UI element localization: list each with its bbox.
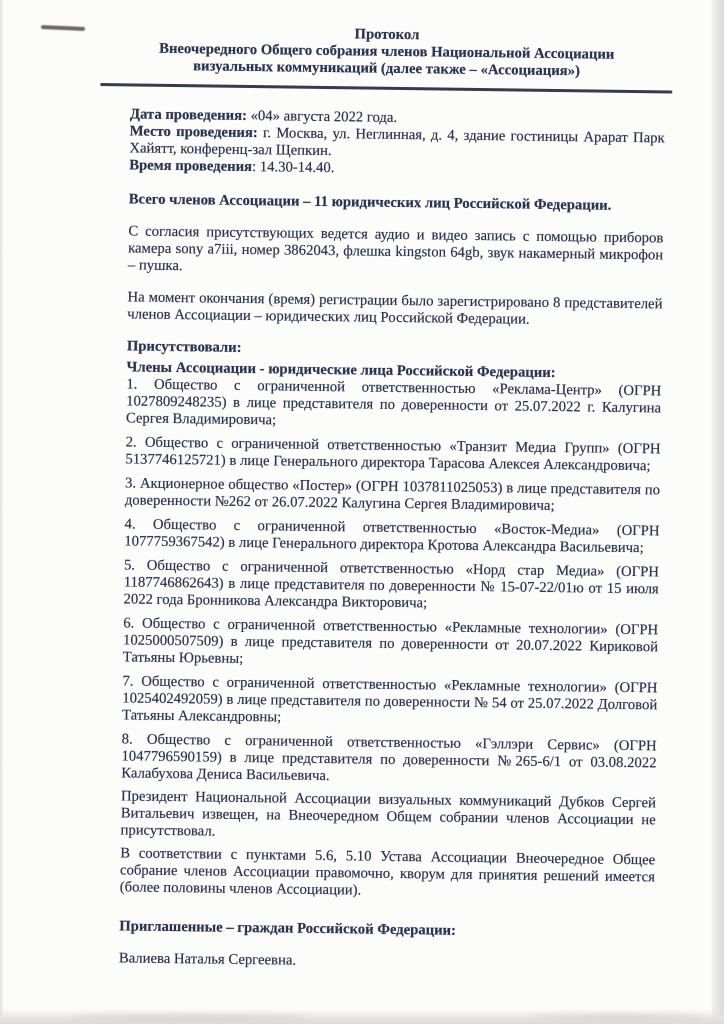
registration-note: На момент окончания (время) регистрации было зарегистрировано 8 представителей членов Ассоциации – юридических лиц Российской Федерации. <box>127 289 663 328</box>
document-subtitle-line-1: Внеочередного Общего собрания членов Национальной Ассоциации <box>159 40 615 63</box>
meta-place-value: г. Москва, ул. Неглинная, д. 4, здание гостиницы Арарат Парк Хайятт, конференц-зал Щепкин. <box>129 125 665 160</box>
scan-edge-right <box>713 0 724 1024</box>
scan-mark-artifact <box>41 25 85 31</box>
scan-smudge-left <box>70 1014 310 1021</box>
invited-person: Валиева Наталья Сергеевна. <box>118 950 297 969</box>
member-item-6: 6. Общество с ограниченной ответственностью «Рекламные технологии» (ОГРН 1025000507509) в лице представителя по доверенности от 20.07.2022 Кириковой Татьяны Юрьевны; <box>122 615 659 667</box>
meta-date-label: Дата проведения: <box>129 106 248 124</box>
recording-note: С согласия присутствующих ведется аудио и видео запись с помощью приборов камера sony a7iii, номер 3862043, флешка kingston 64gb, звук накамерный микрофон – пушка. <box>127 223 664 275</box>
document-title-block <box>100 10 673 81</box>
member-item-5: 5. Общество с ограниченной ответственностью «Норд стар Медиа» (ОГРН 1187746862643) в лице представителя по доверенности № 15-07-22/01ю от 15 июля 2022 года Бронникова Александра Викторовича; <box>123 557 660 612</box>
members-heading: Члены Ассоциации - юридические лица Российской Федерации: <box>126 359 556 382</box>
quorum-note: В соответствии с пунктами 5.6, 5.10 Устава Ассоциации Внеочередное Общее собрание членов Ассоциации правомочно, кворум для принятия решений имеется (более половины членов Ассоциации). <box>119 845 656 899</box>
member-item-3: 3. Акционерное общество «Постер» (ОГРН 1037811025053) в лице представителя по доверенности №262 от 26.07.2022 Калугина Сергея Владимировича; <box>124 475 661 515</box>
meta-time-label: Время проведения <box>129 157 253 176</box>
header-divider-rule <box>100 83 672 93</box>
document-subtitle-line-2: визуальных коммуникаций (далее также – «Ассоциация») <box>193 58 581 80</box>
member-item-4: 4. Общество с ограниченной ответственностью «Восток-Медиа» (ОГРН 1077759367542) в лице Генерального директора Кротова Александра Васильевича; <box>124 516 660 557</box>
total-members-line: Всего членов Ассоциации – 11 юридических лиц Российской Федерации. <box>128 191 612 214</box>
member-item-1: 1. Общество с ограниченной ответственностью «Реклама-Центр» (ОГРН 1027809248235) в лице представителя по доверенности от 25.07.2022 г. Калугина Сергея Владимировича; <box>125 376 662 429</box>
meta-section <box>129 106 665 181</box>
document-content <box>89 10 673 974</box>
attendees-heading: Присутствовали: <box>126 338 242 356</box>
invited-heading: Приглашенные – граждан Российской Федерации: <box>119 918 457 939</box>
member-item-8: 8. Общество с ограниченной ответственностью «Гэллэри Сервис» (ОГРН 1047796590159) в лице представителя по доверенности №265-6/1 от 03.08.2022 Калабухова Дениса Васильевича. <box>121 731 657 785</box>
meta-date-value: «04» августа 2022 года. <box>246 107 398 126</box>
president-note: Президент Национальной Ассоциации визуальных коммуникаций Дубков Сергей Витальевич извещен, на Внеочередном Общем собрании членов Ассоциации не присутствовал. <box>120 788 657 840</box>
document-title: Протокол <box>354 26 420 44</box>
document-body <box>89 106 672 974</box>
scan-edge-left <box>0 0 4 1024</box>
scan-smudge-right <box>530 1014 705 1020</box>
member-item-2: 2. Общество с ограниченной ответственностью «Транзит Медиа Групп» (ОГРН 5137746125721) в лице Генерального директора Тарасова Алексея Александровича; <box>125 434 661 475</box>
meta-time-value: : 14.30-14.40. <box>251 159 335 177</box>
member-item-7: 7. Общество с ограниченной ответственностью «Рекламные технологии» (ОГРН 1025402492059) в лице представителя по доверенности № 54 от 25.07.2022 Долговой Татьяны Александровны; <box>121 673 658 726</box>
meta-place-label: Место проведения: <box>129 123 258 142</box>
